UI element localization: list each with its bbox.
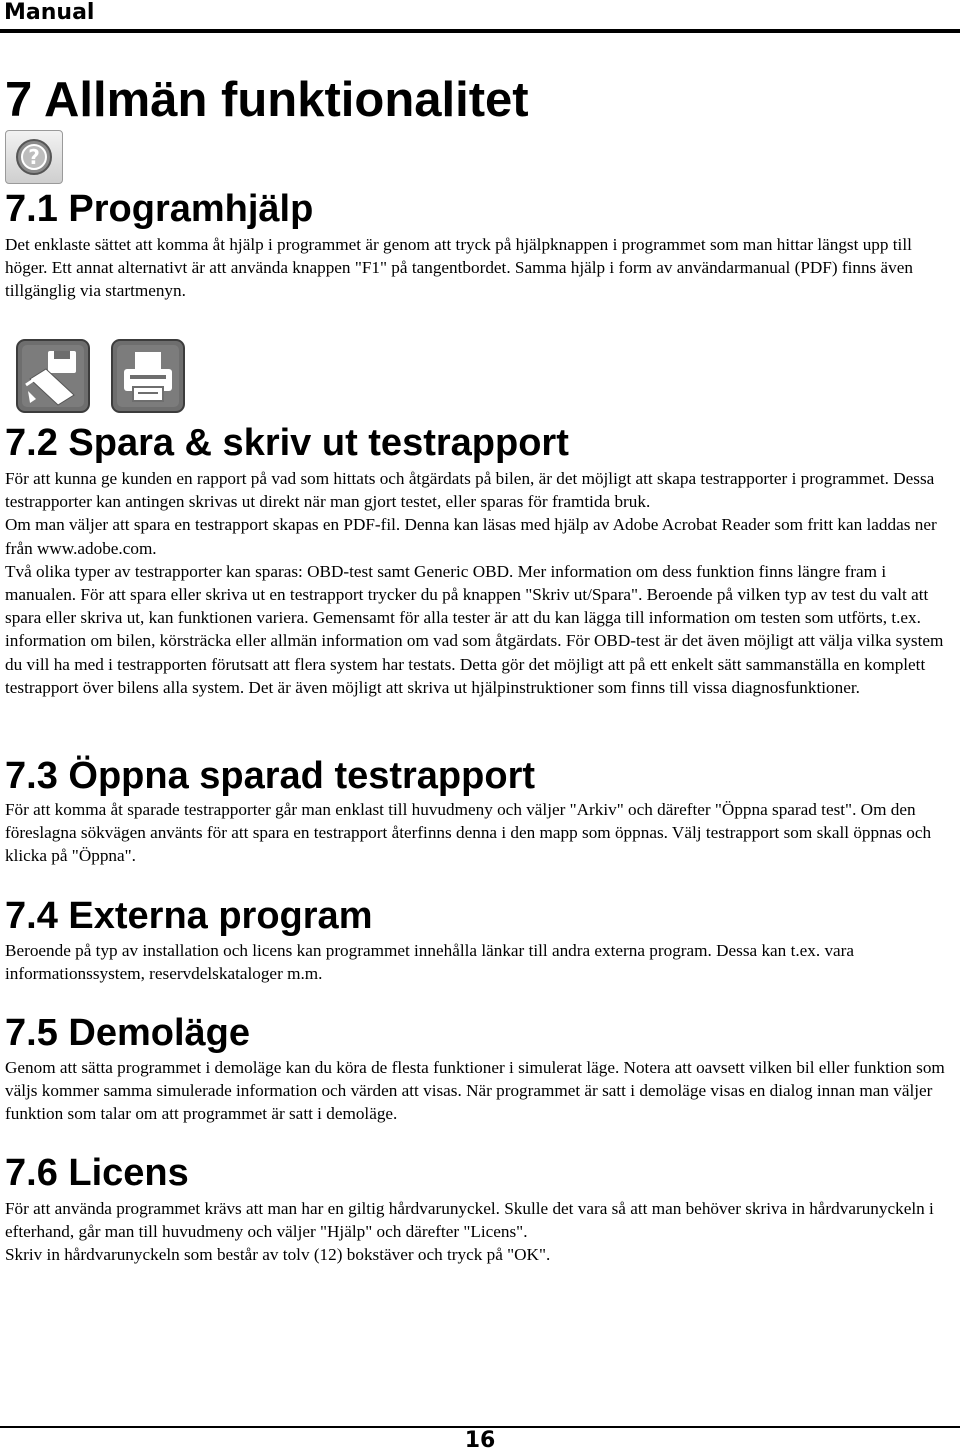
help-icon-graphic	[6, 131, 62, 183]
header-title: Manual	[4, 0, 95, 25]
section-body-oppna-sparad	[5, 798, 945, 868]
save-report-icon-graphic	[16, 339, 90, 413]
paragraph: För att kunna ge kunden en rapport på vad som hittats och åtgärdats på bilen, är det möjligt att skapa testrapporter i programmet. Dessa testrapporter kan antingen skrivas ut direkt när man gjort testet, eller sparas för framtida bruk.	[5, 469, 935, 512]
section-body-externa-program	[5, 939, 945, 985]
page-number: 16	[464, 1428, 496, 1453]
section-body-licens	[5, 1197, 945, 1267]
chapter-title: 7 Allmän funktionalitet	[5, 73, 529, 127]
section-title-licens: 7.6 Licens	[5, 1152, 189, 1194]
paragraph: Om man väljer att spara en testrapport skapas en PDF-fil. Denna kan läsas med hjälp av Adobe Acrobat Reader som fritt kan laddas ner från www.adobe.com.	[5, 515, 937, 558]
paragraph: Beroende på typ av installation och licens kan programmet innehålla länkar till andra externa program. Dessa kan t.ex. vara informationssystem, reservdelskataloger m.m.	[5, 941, 855, 984]
section-body-demolage	[5, 1056, 945, 1126]
help-icon	[5, 130, 63, 184]
save-report-icon	[16, 339, 90, 413]
paragraph: För att använda programmet krävs att man har en giltig hårdvarunyckel. Skulle det vara så att man behöver skriva in hårdvarunyckeln i efterhand, går man till huvudmeny och väljer "Hjälp" och därefter "Licens".	[5, 1199, 934, 1242]
section-title-spara-skriv-ut: 7.2 Spara & skriv ut testrapport	[5, 422, 569, 464]
section-title-demolage: 7.5 Demoläge	[5, 1012, 250, 1054]
paragraph: Skriv in hårdvarunyckeln som består av tolv (12) bokstäver och tryck på "OK".	[5, 1245, 551, 1265]
print-report-icon	[111, 339, 185, 413]
print-report-icon-graphic	[111, 339, 185, 413]
section-title-oppna-sparad: 7.3 Öppna sparad testrapport	[5, 755, 536, 797]
header-rule	[0, 29, 960, 33]
paragraph: Genom att sätta programmet i demoläge kan du köra de flesta funktioner i simulerat läge. Notera att oavsett vilken bil eller funktion som väljs kommer samma simulerade information och värden att visas. När programmet är satt i demoläge visas en dialog innan man väljer funktion som talar om att programmet är satt i demoläge.	[5, 1058, 945, 1124]
section-body-spara-skriv-ut	[5, 467, 945, 699]
paragraph: Två olika typer av testrapporter kan sparas: OBD-test samt Generic OBD. Mer information om dess funktion finns längre fram i manualen. För att spara eller skriva ut en testrapport trycker du på knappen "Skriv ut/Spara". Beroende på vilken typ av test du valt att spara eller skriva ut, kan funktionen variera. Gemensamt för alla tester är att du kan lägga till information om testen som utförts, t.ex. information om bilen, körsträcka eller allmän information om vad som åtgärdats. För OBD-test är det även möjligt att välja vilka system du vill ha med i testrapporten förutsatt att flera system har testats. Detta gör det möjligt att på ett enkelt sätt sammanställa en komplett testrapport över bilens alla system. Det är även möjligt att skriva ut hjälpinstruktioner som finns till vissa diagnosfunktioner.	[5, 561, 944, 697]
paragraph: För att komma åt sparade testrapporter går man enklast till huvudmeny och väljer "Arkiv" och därefter "Öppna sparad test". Om den föreslagna sökvägen använts för att spara en testrapport återfinns denna i den mapp som öppnas. Välj testrapport som skall öppnas och klicka på "Öppna".	[5, 800, 932, 866]
svg-text:?: ?	[28, 145, 40, 169]
section-title-programhjalp: 7.1 Programhjälp	[5, 188, 314, 230]
section-body-programhjalp	[5, 233, 945, 303]
section-title-externa-program: 7.4 Externa program	[5, 895, 373, 937]
paragraph: Det enklaste sättet att komma åt hjälp i programmet är genom att tryck på hjälpknappen i programmet som man hittar längst upp till höger. Ett annat alternativt är att använda knappen "F1" på tangentbordet. Samma hjälp i form av användarmanual (PDF) finns även tillgänglig via startmenyn.	[5, 235, 913, 301]
